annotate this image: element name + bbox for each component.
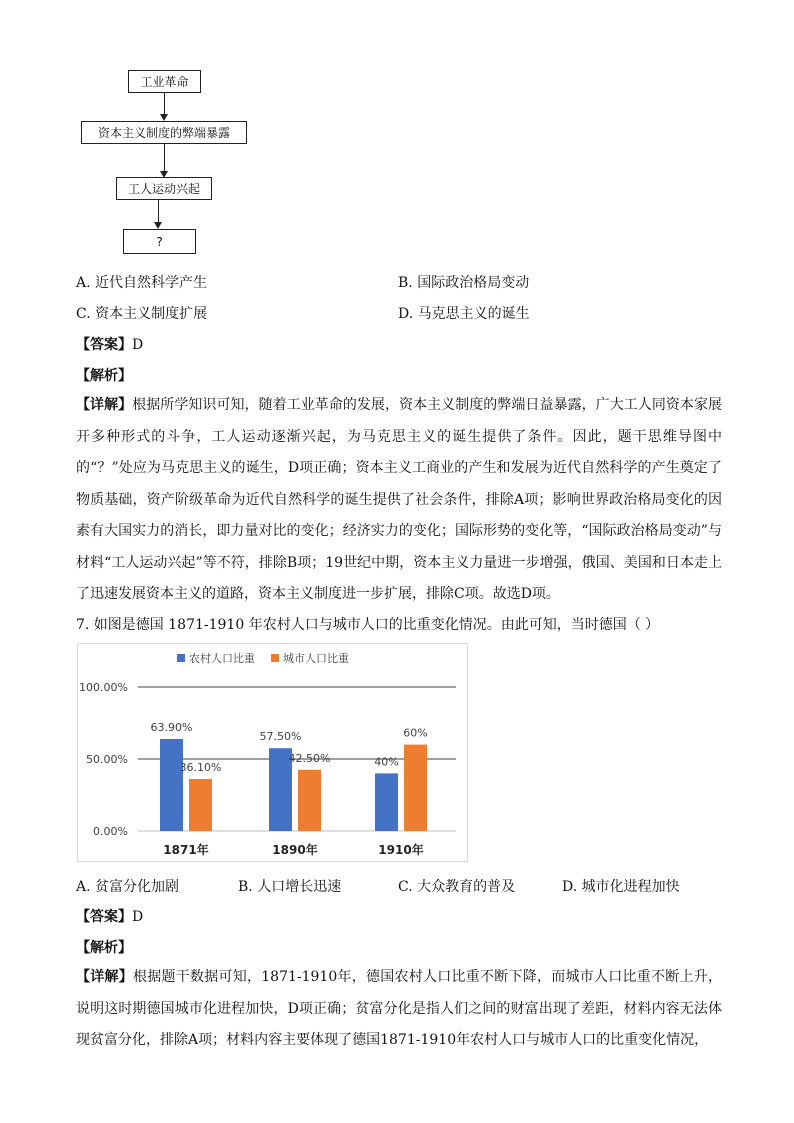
data-label-urban-1: 36.10% bbox=[179, 761, 222, 775]
bar-urban-3 bbox=[404, 745, 427, 831]
q7-option-d[interactable]: D. 城市化进程加快 bbox=[562, 879, 680, 895]
y-tick-label-1: 50.00% bbox=[86, 753, 128, 766]
q6-answer-value: D bbox=[132, 337, 144, 353]
y-tick-label-2: 100.00% bbox=[79, 681, 128, 694]
data-label-urban-3: 60% bbox=[403, 726, 428, 740]
q7-detail-text: 根据题干数据可知，1871-1910年，德国农村人口比重不断下降，而城市人口比重不断上升，说明这时期德国城市化进程加快，D项正确；贫富分化是指人们之间的财富出现了差距，材料内容无法体现贫富分化，排除A项；材料内容主要体现了德国1871-1910年农村人口与城市人口的比重变化情况， bbox=[76, 969, 722, 1048]
q6-answer bbox=[76, 334, 143, 354]
data-label-rural-2: 57.50% bbox=[259, 730, 302, 744]
flow-box-capitalism-flaws: 资本主义制度的弊端暴露 bbox=[81, 121, 247, 144]
q6-detail-text: 根据所学知识可知，随着工业革命的发展，资本主义制度的弊端日益暴露，广大工人同资本家展开多种形式的斗争，工人运动逐渐兴起，为马克思主义的诞生提供了条件。因此，题干思维导图中的“？”处应为马克思主义的诞生，D项正确；资本主义工商业的产生和发展为近代自然科学的产生奠定了物质基础，资产阶级革命为近代自然科学的诞生提供了社会条件，排除A项；影响世界政治格局变化的因素有大国实力的消长，即力量对比的变化；经济实力的变化；国际形势的变化等，“国际政治格局变动”与材料“工人运动兴起”等不符，排除B项；19世纪中期，资本主义力量进一步增强，俄国、美国和日本走上了迅速发展资本主义的道路，资本主义制度进一步扩展，排除C项。故选D项。 bbox=[76, 397, 723, 602]
flow-box-question: ? bbox=[123, 229, 196, 254]
x-tick-label-1: 1871年 bbox=[163, 843, 209, 857]
bar-rural-3 bbox=[375, 773, 398, 831]
flow-box-workers-movement: 工人运动兴起 bbox=[116, 177, 212, 200]
flow-arrow-2 bbox=[164, 144, 165, 171]
q7-stem: 7. 如图是德国 1871-1910 年农村人口与城市人口的比重变化情况。由此可知，当时德国（ ） bbox=[76, 617, 660, 633]
q6-option-c[interactable]: C. 资本主义制度扩展 bbox=[76, 306, 208, 322]
population-chart bbox=[77, 643, 468, 862]
q6-option-b[interactable]: B. 国际政治格局变动 bbox=[398, 275, 530, 291]
q6-detail-label: 【详解】 bbox=[76, 397, 133, 413]
q7-option-b[interactable]: B. 人口增长迅速 bbox=[238, 879, 342, 895]
bar-urban-2 bbox=[298, 770, 321, 831]
q7-detail-label: 【详解】 bbox=[76, 969, 133, 985]
data-label-rural-3: 40% bbox=[374, 755, 399, 769]
q7-answer-label: 【答案】 bbox=[76, 909, 132, 925]
q7-answer bbox=[76, 906, 143, 926]
q7-option-a[interactable]: A. 贫富分化加剧 bbox=[76, 879, 180, 895]
flow-arrow-3 bbox=[158, 200, 159, 222]
q7-analysis-label: 【解析】 bbox=[76, 940, 132, 956]
bar-urban-1 bbox=[189, 779, 212, 831]
q6-option-d[interactable]: D. 马克思主义的诞生 bbox=[398, 306, 530, 322]
flow-arrow-1 bbox=[164, 93, 165, 114]
legend-swatch-1 bbox=[177, 654, 185, 662]
y-tick-label-0: 0.00% bbox=[93, 825, 128, 838]
legend-label-2: 城市人口比重 bbox=[283, 652, 349, 665]
legend-swatch-2 bbox=[271, 654, 279, 662]
flow-arrow-head-3 bbox=[154, 222, 162, 229]
q7-option-c[interactable]: C. 大众教育的普及 bbox=[398, 879, 516, 895]
x-tick-label-2: 1890年 bbox=[272, 843, 318, 857]
data-label-urban-2: 42.50% bbox=[288, 751, 331, 765]
flow-arrow-head-1 bbox=[160, 114, 168, 121]
q7-answer-value: D bbox=[132, 909, 144, 925]
population-chart-svg bbox=[78, 644, 467, 861]
q7-detail-paragraph bbox=[76, 962, 722, 1057]
q6-answer-label: 【答案】 bbox=[76, 337, 132, 353]
q6-detail-paragraph bbox=[76, 390, 722, 611]
q6-option-a[interactable]: A. 近代自然科学产生 bbox=[76, 275, 208, 291]
x-tick-label-3: 1910年 bbox=[378, 843, 424, 857]
flow-box-industrial-revolution: 工业革命 bbox=[128, 70, 201, 93]
legend-label-1: 农村人口比重 bbox=[189, 652, 255, 665]
q6-analysis-label: 【解析】 bbox=[76, 368, 132, 384]
data-label-rural-1: 63.90% bbox=[150, 720, 193, 734]
bar-rural-1 bbox=[160, 739, 183, 831]
